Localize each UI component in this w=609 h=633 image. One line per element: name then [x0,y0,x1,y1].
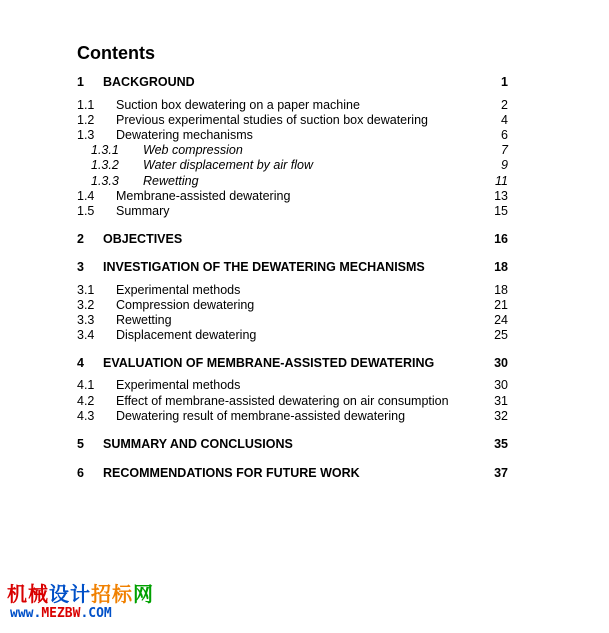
toc-entry-title: Dewatering result of membrane-assisted dewatering [116,409,406,423]
toc-entry-title: Water displacement by air flow [143,158,313,172]
toc-entry-title: SUMMARY AND CONCLUSIONS [103,437,293,451]
toc-entry-title: Experimental methods [116,283,241,297]
toc-entry-title: Rewetting [116,313,172,327]
watermark-char: 械 [28,582,49,606]
toc-entry-page: 24 [494,313,508,327]
toc-entry-title: Dewatering mechanisms [116,128,253,142]
toc-entry-page: 37 [494,466,508,480]
toc-entry-title: Suction box dewatering on a paper machine [116,98,360,112]
toc-entry-title: Experimental methods [116,378,241,392]
toc-entry-page: 30 [494,378,508,392]
watermark-url-part: www. [10,606,42,621]
toc-entry-page: 35 [494,437,508,451]
toc-entry-page: 2 [501,98,508,112]
watermark-char: 招 [91,582,112,606]
toc-entry-title: Rewetting [143,174,199,188]
toc-entry-number: 1.4 [77,189,95,203]
toc-entry-number: 3.1 [77,283,95,297]
toc-entry-number: 1.3.1 [91,143,119,157]
toc-entry-number: 1.3.3 [91,174,119,188]
toc-entry-page: 18 [494,283,508,297]
toc-entry-page: 9 [501,158,508,172]
toc-entry-page: 11 [495,174,508,188]
toc-entry-title: Displacement dewatering [116,328,257,342]
toc-entry-title: BACKGROUND [103,75,195,89]
toc-entry-number: 6 [77,466,84,480]
toc-entry-number: 5 [77,437,84,451]
toc-entry-page: 4 [501,113,508,127]
toc-entry-number: 3.3 [77,313,95,327]
toc-entry-number: 3.2 [77,298,95,312]
watermark-chinese-text [7,583,154,605]
toc-entry-page: 18 [494,260,508,274]
toc-entry-number: 1.1 [77,98,95,112]
toc-entry-page: 16 [494,232,508,246]
toc-entry-page: 7 [501,143,508,157]
toc-entry-title: Previous experimental studies of suction box dewatering [116,113,428,127]
watermark-char: 机 [7,582,28,606]
toc-entry-page: 6 [501,128,508,142]
toc-entry-number: 3 [77,260,84,274]
toc-entry-page: 15 [494,204,508,218]
watermark-url-part: .COM [80,606,112,621]
watermark-url [10,606,112,622]
toc-entry-page: 30 [494,356,508,370]
toc-entry-title: EVALUATION OF MEMBRANE-ASSISTED DEWATERING [103,356,435,370]
toc-entry-number: 4.3 [77,409,95,423]
toc-entry-page: 31 [494,394,508,408]
toc-entry-number: 3.4 [77,328,95,342]
toc-entry-page: 13 [494,189,508,203]
watermark-char: 计 [70,582,91,606]
toc-entry-number: 1 [77,75,84,89]
toc-entry-title: OBJECTIVES [103,232,183,246]
toc-entry-number: 1.2 [77,113,95,127]
page-title: Contents [77,43,155,63]
toc-entry-title: Membrane-assisted dewatering [116,189,291,203]
toc-entry-page: 32 [494,409,508,423]
toc-entry-title: Compression dewatering [116,298,255,312]
watermark-logo [7,582,154,627]
toc-entry-page: 25 [494,328,508,342]
watermark-char: 设 [49,582,70,606]
toc-entry-number: 1.5 [77,204,95,218]
toc-entry-title: Web compression [143,143,243,157]
toc-entry-number: 2 [77,232,84,246]
toc-entry-page: 1 [501,75,508,89]
toc-entry-number: 4 [77,356,84,370]
toc-entry-title: RECOMMENDATIONS FOR FUTURE WORK [103,466,360,480]
toc-entry-number: 1.3 [77,128,95,142]
toc-entry-page: 21 [494,298,508,312]
toc-entry-title: Summary [116,204,170,218]
toc-entry-title: Effect of membrane-assisted dewatering on air consumption [116,394,449,408]
toc-entry-number: 1.3.2 [91,158,119,172]
toc-entry-number: 4.2 [77,394,95,408]
watermark-char: 网 [133,582,154,606]
watermark-url-part: MEZBW [41,606,81,621]
toc-entry-number: 4.1 [77,378,95,392]
watermark-char: 标 [112,582,133,606]
toc-entry-title: INVESTIGATION OF THE DEWATERING MECHANISMS [103,260,425,274]
